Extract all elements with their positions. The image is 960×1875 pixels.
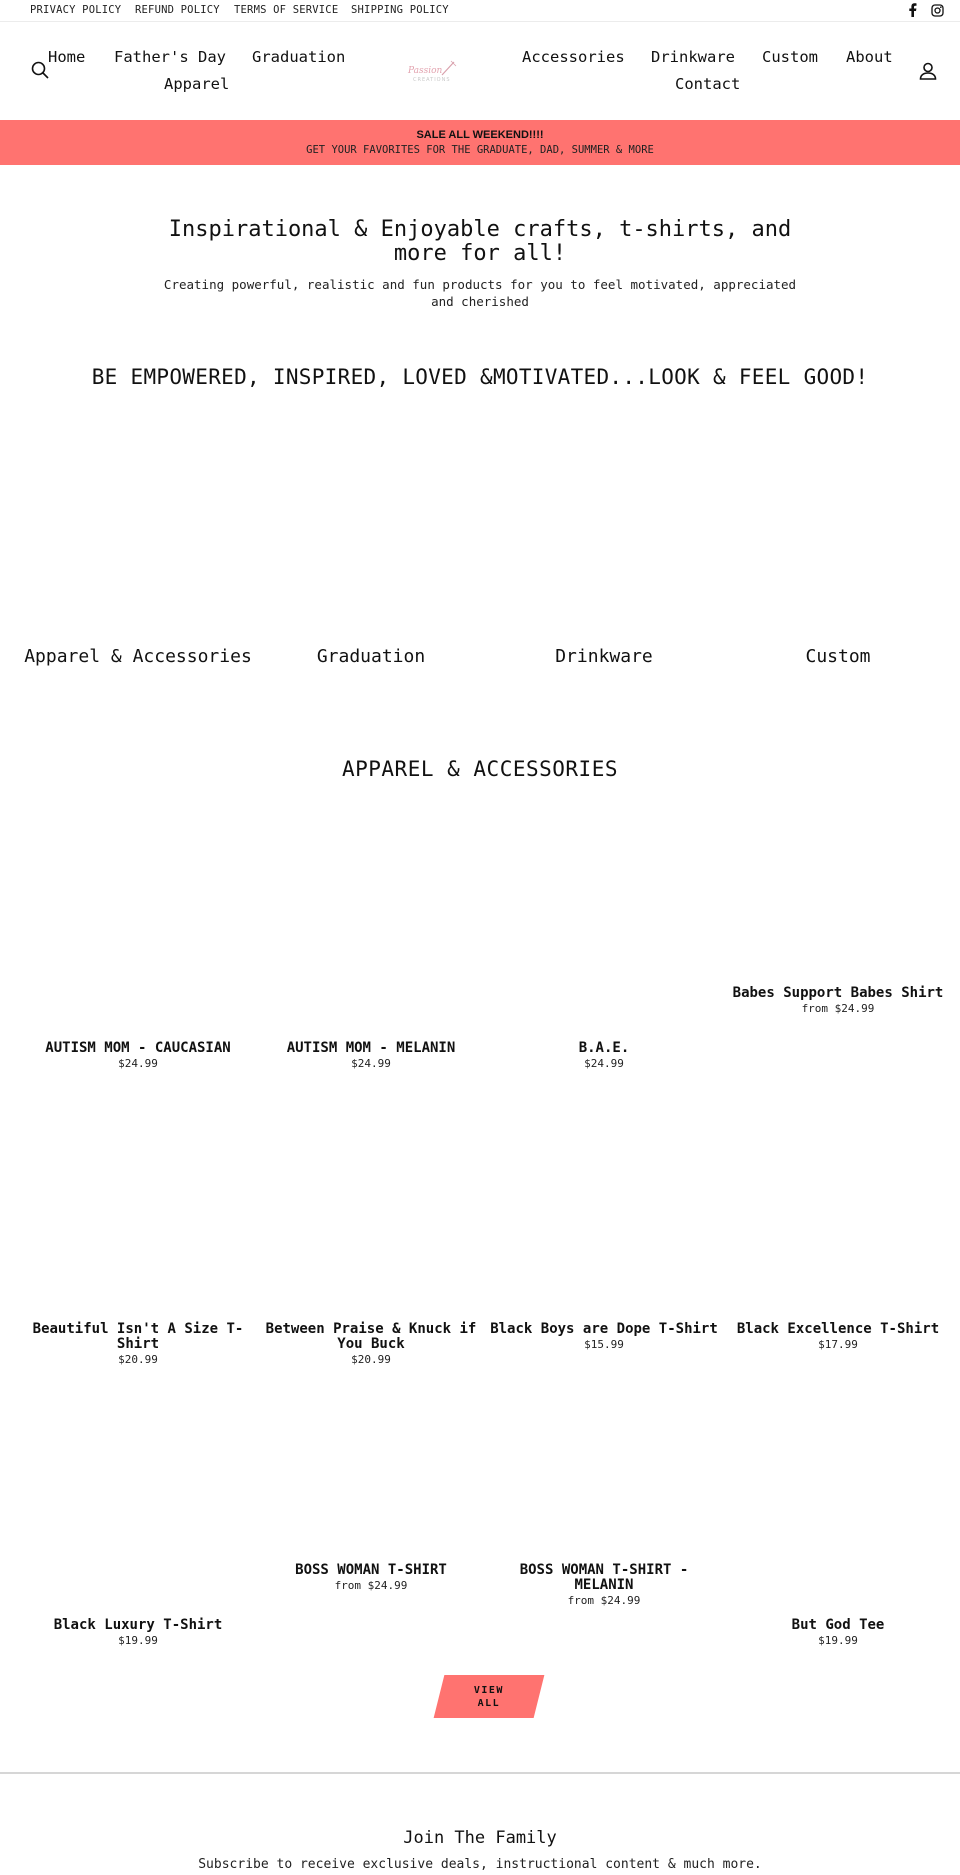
nav-graduation[interactable]: Graduation [252,48,346,66]
site-logo[interactable] [404,58,460,86]
svg-text:Passion: Passion [408,66,443,76]
product-title: But God Tee [791,1617,885,1633]
product-price: $24.99 [584,1057,624,1070]
product-price: $19.99 [118,1634,158,1647]
product-title: AUTISM MOM - CAUCASIAN [45,1040,231,1056]
refund-policy-link[interactable]: REFUND POLICY [135,4,220,16]
svg-text:CREATIONS: CREATIONS [413,77,451,83]
product-price: from $24.99 [334,1579,408,1592]
product-card[interactable] [256,1041,486,1071]
product-price: $24.99 [118,1057,158,1070]
hero-subtitle: Creating powerful, realistic and fun products for you to feel motivated, appreciated and cherished [163,277,797,309]
privacy-policy-link[interactable]: PRIVACY POLICY [30,4,122,16]
nav-custom[interactable]: Custom [762,48,818,66]
instagram-icon[interactable] [929,2,945,18]
footer-divider [0,1772,960,1774]
newsletter-subtitle: Subscribe to receive exclusive deals, instructional content & much more. [198,1857,762,1872]
shipping-policy-link[interactable]: SHIPPING POLICY [351,4,449,16]
product-price: $20.99 [118,1353,158,1366]
product-price: $20.99 [351,1353,391,1366]
product-card[interactable] [23,1041,253,1071]
product-card[interactable] [723,1322,953,1352]
announcement-bar[interactable] [0,120,960,165]
product-title: Babes Support Babes Shirt [732,985,944,1001]
view-all-button[interactable] [434,1675,545,1718]
product-title: Black Luxury T-Shirt [53,1617,223,1633]
product-card[interactable] [256,1563,486,1593]
newsletter-title: Join The Family [403,1828,557,1848]
account-icon[interactable] [917,60,939,82]
hero-title: Inspirational & Enjoyable crafts, t-shirts, and more for all! [168,217,792,266]
nav-apparel[interactable]: Apparel [164,75,230,93]
nav-drinkware[interactable]: Drinkware [651,48,735,66]
terms-of-service-link[interactable]: TERMS OF SERVICE [234,4,339,16]
product-title: Black Excellence T-Shirt [736,1321,940,1337]
product-card[interactable] [723,1618,953,1648]
nav-contact[interactable]: Contact [675,75,741,93]
nav-fathers-day[interactable]: Father's Day [114,48,226,66]
product-title: B.A.E. [578,1040,630,1056]
product-card[interactable] [489,1563,719,1608]
nav-home[interactable]: Home [48,48,86,66]
collection-apparel-accessories[interactable]: Apparel & Accessories [24,646,252,667]
announcement-title: SALE ALL WEEKEND!!!! [416,129,544,141]
product-card[interactable] [23,1322,253,1367]
product-card[interactable] [489,1041,719,1071]
product-card[interactable] [256,1322,486,1367]
product-price: $19.99 [818,1634,858,1647]
product-title: Between Praise & Knuck if You Buck [265,1321,477,1352]
product-price: $17.99 [818,1338,858,1351]
collection-custom[interactable]: Custom [805,646,871,667]
utility-bar [0,0,960,22]
product-card[interactable] [723,986,953,1016]
nav-accessories[interactable]: Accessories [522,48,625,66]
view-all-label: VIEW ALL [473,1684,505,1709]
announcement-subtitle: GET YOUR FAVORITES FOR THE GRADUATE, DAD, SUMMER & MORE [306,144,654,156]
collection-graduation[interactable]: Graduation [316,646,426,667]
product-price: from $24.99 [801,1002,875,1015]
facebook-icon[interactable] [904,2,920,18]
section-title: APPAREL & ACCESSORIES [341,757,618,781]
site-header [0,22,960,120]
collection-drinkware[interactable]: Drinkware [555,646,653,667]
product-title: Beautiful Isn't A Size T-Shirt [32,1321,244,1352]
product-title: BOSS WOMAN T-SHIRT - MELANIN [519,1562,689,1593]
product-card[interactable] [489,1322,719,1352]
product-price: $24.99 [351,1057,391,1070]
product-price: from $24.99 [567,1594,641,1607]
product-title: AUTISM MOM - MELANIN [286,1040,456,1056]
product-title: Black Boys are Dope T-Shirt [490,1321,718,1337]
product-card[interactable] [23,1618,253,1648]
tagline-heading: BE EMPOWERED, INSPIRED, LOVED &MOTIVATED...LOOK & FEEL GOOD! [91,365,869,389]
product-price: $15.99 [584,1338,624,1351]
product-title: BOSS WOMAN T-SHIRT [295,1562,447,1578]
nav-about[interactable]: About [846,48,893,66]
